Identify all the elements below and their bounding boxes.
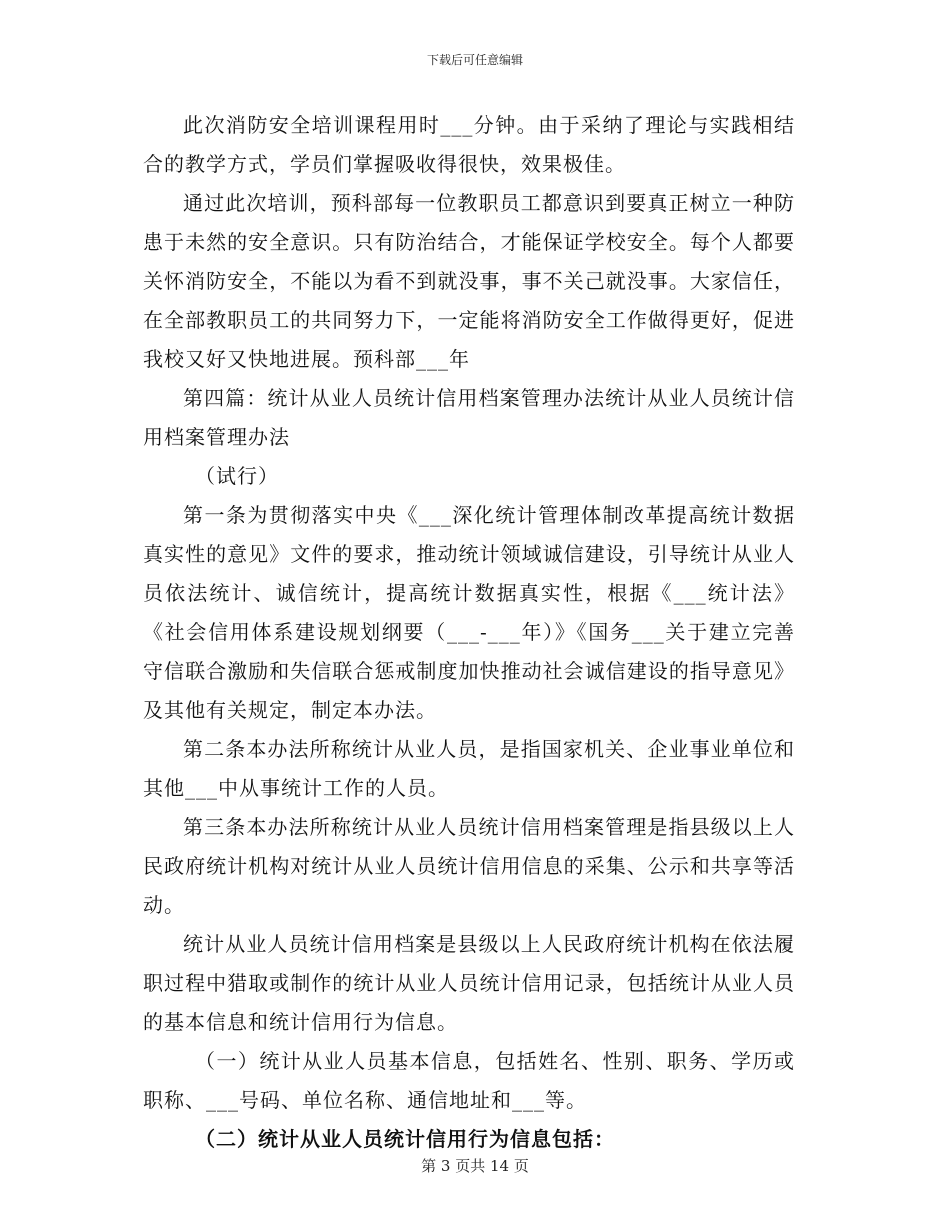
paragraph-training-outcome: 通过此次培训，预科部每一位教职员工都意识到要真正树立一种防患于未然的安全意识。只有防治结合，才能保证学校安全。每个人都要关怀消防安全，不能以为看不到就没事，事不关己就没事。大家信任，在全部教职员工的共同努力下，一定能将消防安全工作做得更好，促进我校又好又快地进展。预科部___年 xyxy=(143,191,795,371)
page-number: 第 3 页共 14 页 xyxy=(421,1157,529,1175)
article-three: 第三条本办法所称统计从业人员统计信用档案管理是指县级以上人民政府统计机构对统计从业人员统计信用信息的采集、公示和共享等活动。 xyxy=(143,815,795,917)
paragraph-credit-archive: 统计从业人员统计信用档案是县级以上人民政府统计机构在依法履职过程中猎取或制作的统计从业人员统计信用记录，包括统计从业人员的基本信息和统计信用行为信息。 xyxy=(143,932,795,1034)
paragraph-training-duration: 此次消防安全培训课程用时___分钟。由于采纳了理论与实践相结合的教学方式，学员们掌握吸收得很快，效果极佳。 xyxy=(143,113,795,176)
list-item-credit-behavior: （二）统计从业人员统计信用行为信息包括： xyxy=(195,1127,615,1151)
page-header: 下载后可任意编辑 xyxy=(426,53,523,67)
section-subtitle-trial: （试行） xyxy=(195,464,279,488)
article-one: 第一条为贯彻落实中央《___深化统计管理体制改革提高统计数据真实性的意见》文件的要求，推动统计领域诚信建设，引导统计从业人员依法统计、诚信统计，提高统计数据真实性，根据《___统计法》《社会信用体系建设规划纲要（___-___年）》《国务___关于建立完善守信联合激励和失信联合惩戒制度加快推动社会诚信建设的指导意见》及其他有关规定，制定本办法。 xyxy=(143,503,795,722)
document-body xyxy=(143,106,795,1159)
section-title-chapter-four: 第四篇：统计从业人员统计信用档案管理办法统计从业人员统计信用档案管理办法 xyxy=(143,386,795,449)
list-item-basic-info: （一）统计从业人员基本信息，包括姓名、性别、职务、学历或职称、___号码、单位名称、通信地址和___等。 xyxy=(143,1049,795,1112)
article-two: 第二条本办法所称统计从业人员，是指国家机关、企业事业单位和其他___中从事统计工作的人员。 xyxy=(143,737,795,800)
